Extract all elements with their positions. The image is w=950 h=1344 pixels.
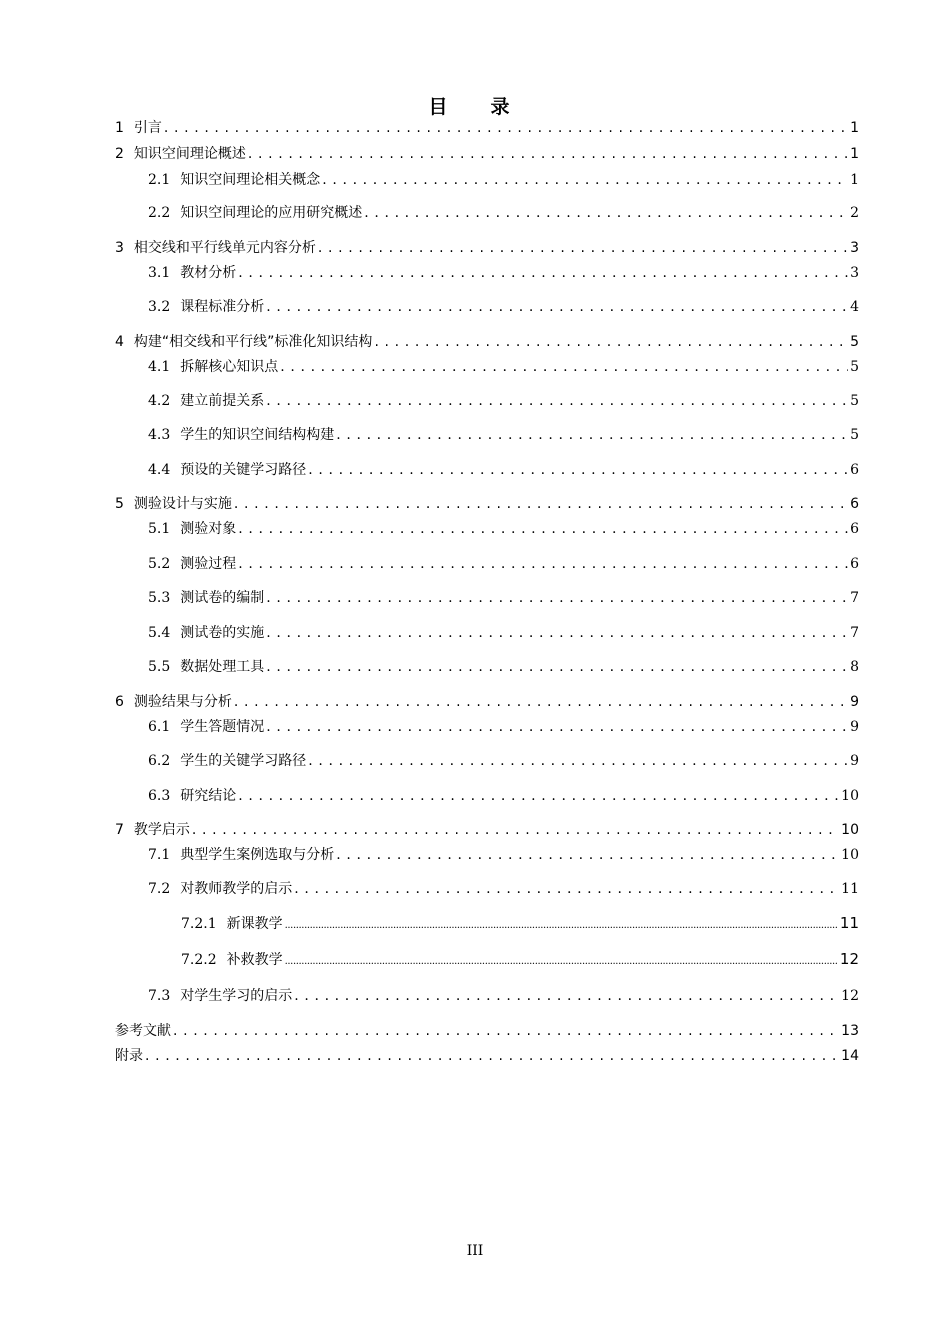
toc-entry[interactable]: [115, 238, 859, 258]
toc-entry-number: 3.2: [148, 299, 171, 315]
toc-entry[interactable]: [148, 717, 859, 737]
toc-entry-page: 10: [841, 788, 859, 804]
toc-entry-page: 5: [850, 359, 859, 375]
dot-leader: [318, 238, 848, 258]
dot-leader: [192, 820, 839, 840]
toc-entry-page: 6: [850, 556, 859, 572]
toc-entry-number: 6: [115, 694, 124, 710]
dot-leader: [336, 425, 848, 445]
toc-entry[interactable]: [115, 820, 859, 840]
dot-leader: [266, 623, 848, 643]
toc-entry-page: 5: [850, 427, 859, 443]
dot-leader: [364, 203, 848, 223]
toc-entry-page: 10: [841, 847, 859, 863]
toc-entry[interactable]: [148, 263, 859, 283]
toc-entry[interactable]: [115, 1021, 859, 1041]
toc-entry-label: 测试卷的编制: [180, 590, 265, 606]
toc-entry-number: 7.2.2: [181, 952, 217, 968]
toc-entry[interactable]: [148, 786, 859, 806]
toc-entry-number: 5.1: [148, 521, 171, 537]
dot-leader: [322, 170, 848, 190]
toc-entry-label: 测验结果与分析: [133, 694, 232, 710]
toc-entry-page: 8: [850, 659, 859, 675]
toc-entry-number: 2.2: [148, 205, 171, 221]
toc-entry-number: 2: [115, 146, 124, 162]
toc-title: 目 录: [428, 96, 522, 118]
toc-entry-number: 7.3: [148, 988, 171, 1004]
dot-leader: [238, 554, 848, 574]
toc-entry-label: 学生的知识空间结构构建: [180, 427, 335, 443]
dot-leader: [173, 1021, 839, 1041]
toc-entry-label: 知识空间理论相关概念: [180, 172, 321, 188]
toc-entry-label: 对教师教学的启示: [180, 881, 293, 897]
toc-entry-number: 7.1: [148, 847, 171, 863]
toc-entry-label: 研究结论: [180, 788, 237, 804]
toc-entry[interactable]: [148, 519, 859, 539]
toc-entry[interactable]: [148, 986, 859, 1006]
toc-entry-number: 6.1: [148, 719, 171, 735]
toc-entry-page: 13: [841, 1023, 859, 1039]
toc-entry-number: 5.2: [148, 556, 171, 572]
toc-entry-label: 建立前提关系: [180, 393, 265, 409]
toc-entry-label: 典型学生案例选取与分析: [180, 847, 335, 863]
toc-entry-number: 4.1: [148, 359, 171, 375]
dot-leader: [336, 845, 839, 865]
toc-entry-page: 7: [850, 590, 859, 606]
dot-leader: [238, 263, 848, 283]
toc-entry-number: 4.2: [148, 393, 171, 409]
toc-entry[interactable]: [148, 460, 859, 480]
toc-entry-page: 1: [850, 120, 859, 136]
toc-entry-label: 知识空间理论概述: [133, 146, 246, 162]
toc-entry-label: 测试卷的实施: [180, 625, 265, 641]
toc-entry[interactable]: [148, 623, 859, 643]
toc-entry-page: 1: [850, 172, 859, 188]
dot-leader: [164, 118, 848, 138]
dot-leader: [266, 657, 848, 677]
dot-leader: [145, 1046, 839, 1066]
toc-entry[interactable]: [181, 913, 859, 933]
toc-entry-label: 引言: [133, 120, 162, 136]
dot-leader: [238, 786, 839, 806]
toc-entry-number: 4.3: [148, 427, 171, 443]
dot-leader: [266, 717, 848, 737]
toc-entry-page: 7: [850, 625, 859, 641]
dot-leader: [266, 391, 848, 411]
toc-entry-number: 4.4: [148, 462, 171, 478]
toc-entry-page: 6: [850, 462, 859, 478]
toc-entry-page: 9: [850, 753, 859, 769]
toc-entry[interactable]: [148, 879, 859, 899]
toc-entry-page: 3: [850, 240, 859, 256]
toc-entry-label: 补救教学: [226, 952, 283, 968]
toc-entry[interactable]: [115, 494, 859, 514]
toc-entry-page: 6: [850, 521, 859, 537]
toc-entry-label: 测验对象: [180, 521, 237, 537]
dot-leader: [285, 950, 838, 972]
toc-entry-number: 6.2: [148, 753, 171, 769]
toc-entry-label: 知识空间理论的应用研究概述: [180, 205, 363, 221]
dot-leader: [248, 144, 848, 164]
toc-entry[interactable]: [115, 1046, 859, 1066]
toc-entry-number: 7: [115, 822, 124, 838]
dot-leader: [294, 879, 839, 899]
dot-leader: [308, 460, 848, 480]
toc-entry[interactable]: [148, 357, 859, 377]
toc-entry-page: 11: [841, 881, 859, 897]
toc-entry[interactable]: [148, 391, 859, 411]
dot-leader: [280, 357, 848, 377]
toc-entry-number: 6.3: [148, 788, 171, 804]
toc-entry-page: 11: [839, 914, 859, 932]
dot-leader: [308, 751, 848, 771]
toc-entry-page: 12: [841, 988, 859, 1004]
toc-entry-number: 3.1: [148, 265, 171, 281]
toc-entry-page: 9: [850, 719, 859, 735]
dot-leader: [285, 914, 838, 936]
toc-entry-label: 学生答题情况: [180, 719, 265, 735]
toc-entry-number: 5.3: [148, 590, 171, 606]
toc-entry-page: 14: [841, 1048, 859, 1064]
dot-leader: [294, 986, 839, 1006]
toc-entry[interactable]: [148, 588, 859, 608]
dot-leader: [266, 297, 848, 317]
page-number-footer: III: [466, 1243, 484, 1259]
toc-entry[interactable]: [148, 751, 859, 771]
toc-entry-number: 3: [115, 240, 124, 256]
toc-entry-label: 教材分析: [180, 265, 237, 281]
toc-entry-page: 6: [850, 496, 859, 512]
toc-entry-number: 4: [115, 334, 124, 350]
toc-entry-number: 5.4: [148, 625, 171, 641]
toc-entry[interactable]: [148, 554, 859, 574]
toc-entry-page: 3: [850, 265, 859, 281]
toc-entry-page: 5: [850, 334, 859, 350]
toc-entry[interactable]: [115, 118, 859, 138]
toc-entry-number: 5.5: [148, 659, 171, 675]
toc-entry-page: 2: [850, 205, 859, 221]
toc-entry-label: 拆解核心知识点: [180, 359, 279, 375]
toc-entry-label: 教学启示: [133, 822, 190, 838]
toc-entry[interactable]: [115, 332, 859, 352]
toc-entry[interactable]: [181, 949, 859, 969]
toc-entry-label: 附录: [115, 1048, 143, 1064]
toc-entry-label: 学生的关键学习路径: [180, 753, 307, 769]
toc-entry-label: 课程标准分析: [180, 299, 265, 315]
toc-entry-number: 7.2.1: [181, 916, 217, 932]
toc-entry[interactable]: [148, 657, 859, 677]
toc-entry-label: 相交线和平行线单元内容分析: [133, 240, 316, 256]
dot-leader: [234, 692, 848, 712]
toc-entry-label: 参考文献: [115, 1023, 171, 1039]
toc-entry[interactable]: [115, 692, 859, 712]
toc-entry-label: 测验设计与实施: [133, 496, 232, 512]
toc-entry-page: 5: [850, 393, 859, 409]
toc-entry[interactable]: [148, 297, 859, 317]
toc-entry-page: 9: [850, 694, 859, 710]
toc-entry-label: 预设的关键学习路径: [180, 462, 307, 478]
toc-entry-label: 数据处理工具: [180, 659, 265, 675]
dot-leader: [238, 519, 848, 539]
toc-entry-label: 测验过程: [180, 556, 237, 572]
toc-entry-page: 4: [850, 299, 859, 315]
dot-leader: [266, 588, 848, 608]
toc-entry[interactable]: [148, 203, 859, 223]
toc-entry[interactable]: [115, 144, 859, 164]
dot-leader: [234, 494, 848, 514]
toc-entry-label: 新课教学: [226, 916, 283, 932]
toc-entry-number: 1: [115, 120, 124, 136]
toc-entry-number: 7.2: [148, 881, 171, 897]
toc-entry[interactable]: [148, 425, 859, 445]
toc-entry-number: 2.1: [148, 172, 171, 188]
toc-entry[interactable]: [148, 845, 859, 865]
dot-leader: [374, 332, 848, 352]
toc-entry-page: 12: [839, 950, 859, 968]
toc-entry[interactable]: [148, 170, 859, 190]
toc-entry-page: 1: [850, 146, 859, 162]
toc-entry-number: 5: [115, 496, 124, 512]
toc-entry-label: 构建“相交线和平行线”标准化知识结构: [133, 334, 373, 350]
toc-entry-label: 对学生学习的启示: [180, 988, 293, 1004]
toc-entry-page: 10: [841, 822, 859, 838]
